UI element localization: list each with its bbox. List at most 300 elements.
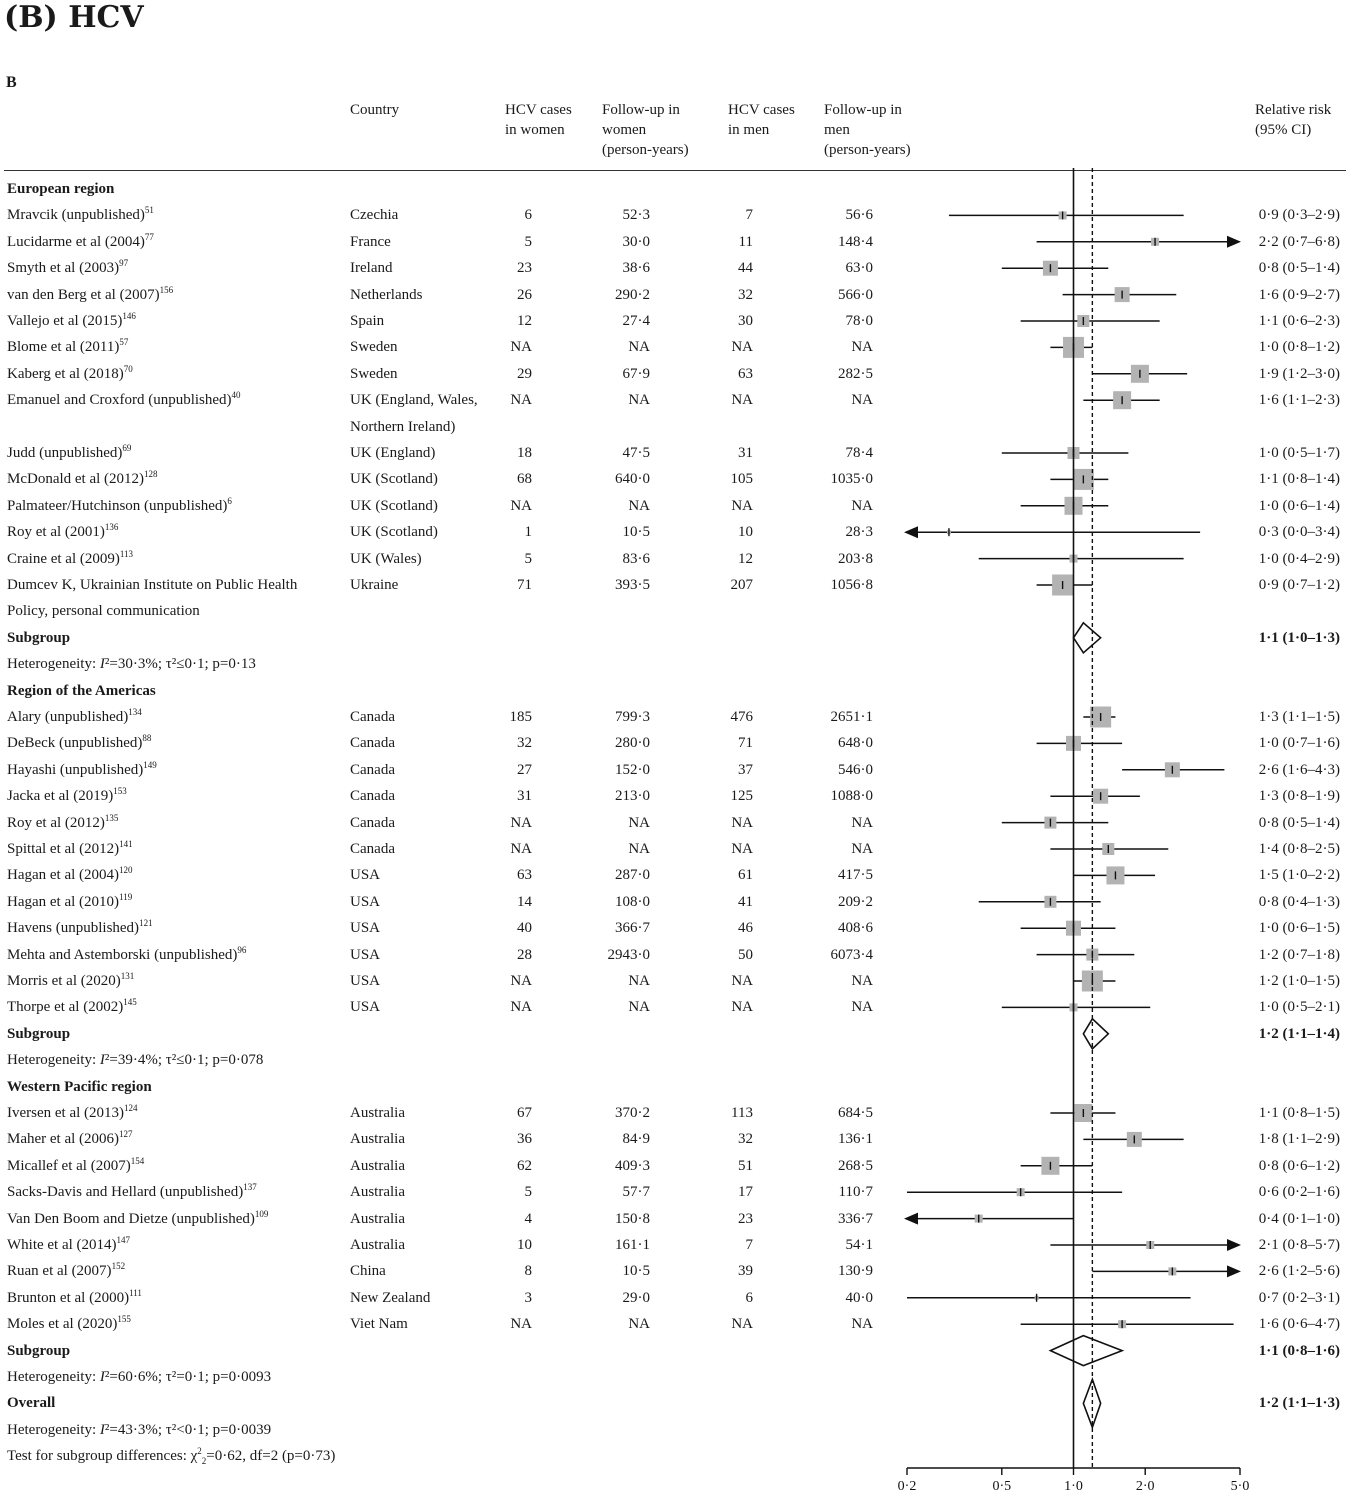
followup-women: 29·0: [622, 1289, 650, 1306]
followup-men: 130·9: [838, 1263, 873, 1280]
region-heading: Region of the Americas: [7, 682, 156, 699]
followup-women: 30·0: [622, 233, 650, 250]
hcv-cases-men: 23: [738, 1210, 753, 1227]
followup-women: NA: [628, 392, 650, 409]
hcv-cases-women: 26: [517, 286, 532, 303]
hcv-cases-men: 46: [738, 920, 753, 937]
citation-ref: 97: [119, 258, 129, 269]
followup-women: 393·5: [615, 577, 650, 593]
followup-women: 366·7: [615, 920, 650, 937]
followup-women: 150·8: [615, 1210, 650, 1227]
relative-risk-ci: 0·3 (0·0–3·4): [1258, 524, 1340, 541]
hcv-cases-men: 207: [730, 577, 753, 593]
citation-ref: 70: [123, 363, 133, 374]
relative-risk-ci: 1·0 (0·4–2·9): [1258, 550, 1340, 567]
x-tick-label: 0·2: [897, 1479, 917, 1494]
column-header-hcv-men: HCV cases in men: [728, 102, 795, 138]
hcv-cases-men: NA: [731, 999, 753, 1016]
citation-ref: 57: [119, 337, 129, 348]
study-name: Moles et al $(2020)^{155}$: [7, 1314, 131, 1333]
followup-women: 161·1: [615, 1237, 650, 1253]
hcv-cases-men: 37: [738, 761, 753, 778]
followup-women: 38·6: [622, 260, 650, 277]
study-name: Morris et al $(2020)^{131}$: [7, 971, 135, 989]
citation-ref: 88: [142, 733, 152, 744]
relative-risk-ci: 2·2 (0·7–6·8): [1258, 233, 1340, 250]
followup-men: NA: [851, 1316, 873, 1333]
study-name: Lucidarme et al $(2004)^{77}$: [7, 231, 154, 250]
followup-women: 213·0: [615, 788, 650, 805]
study-name-cont: Policy, personal communication: [7, 603, 200, 620]
relative-risk-ci: 2·6 (1·6–4·3): [1258, 761, 1340, 778]
hcv-cases-women: 185: [509, 709, 532, 725]
study-country: New Zealand: [350, 1289, 431, 1306]
x-tick-label: 1·0: [1064, 1479, 1083, 1494]
study-name: Roy et al $(2001)^{136}$: [7, 522, 119, 541]
study-country: USA: [350, 946, 381, 963]
hcv-cases-men: 61: [738, 867, 753, 884]
study-name: Hagan et al $(2004)^{120}$: [7, 865, 133, 884]
figure-title: (B) HCV: [4, 0, 144, 35]
followup-men: 648·0: [838, 735, 873, 752]
relative-risk-ci: 1·6 (1·1–2·3): [1258, 392, 1340, 409]
hcv-cases-men: NA: [731, 814, 753, 831]
ci-arrow-left: [904, 1213, 918, 1225]
study-country: Netherlands: [350, 286, 423, 303]
hcv-cases-women: 29: [517, 365, 532, 382]
column-header-hcv-women: HCV cases in women: [505, 102, 572, 138]
study-name: Palmateer/Hutchinson (unpublished)$^6$: [7, 495, 232, 514]
hcv-cases-men: 6: [745, 1289, 753, 1306]
relative-risk-ci: 0·6 (0·2–1·6): [1258, 1184, 1340, 1201]
followup-men: 78·4: [845, 445, 873, 461]
hcv-cases-men: NA: [731, 497, 753, 514]
followup-men: 408·6: [838, 920, 873, 937]
column-header-relative-risk: Relative risk (95% CI): [1255, 102, 1332, 138]
x-tick-label: 5·0: [1230, 1479, 1250, 1494]
hcv-cases-men: 63: [738, 365, 753, 382]
hcv-cases-women: NA: [510, 999, 532, 1016]
relative-risk-ci: 1·3 (0·8–1·9): [1258, 788, 1340, 805]
relative-risk-ci: 0·8 (0·5–1·4): [1258, 260, 1340, 277]
relative-risk-ci: 1·9 (1·2–3·0): [1258, 365, 1340, 382]
study-name: White et al $(2014)^{147}$: [7, 1235, 131, 1253]
subgroup-relative-risk: 1·1 (1·0–1·3): [1258, 629, 1340, 646]
hcv-cases-women: NA: [510, 973, 532, 989]
followup-women: 640·0: [615, 471, 650, 488]
citation-ref: 131: [120, 971, 135, 981]
relative-risk-ci: 0·8 (0·6–1·2): [1258, 1157, 1340, 1174]
citation-ref: 120: [119, 865, 133, 876]
citation-ref: 121: [139, 918, 153, 929]
subgroup-diamond: [1074, 623, 1101, 653]
study-country: Canada: [350, 788, 395, 805]
study-name: Roy et al $(2012)^{135}$: [7, 812, 119, 831]
followup-men: NA: [851, 392, 873, 409]
study-country: Canada: [350, 735, 395, 752]
study-country: Canada: [350, 709, 395, 725]
study-name: Iversen et al $(2013)^{124}$: [7, 1103, 138, 1121]
followup-women: 47·5: [622, 445, 650, 461]
study-name: Alary (unpublished)$^{134}$: [7, 707, 142, 725]
hcv-cases-men: 41: [738, 893, 753, 910]
followup-women: 10·5: [622, 524, 650, 541]
followup-women: NA: [628, 1316, 650, 1333]
x-tick-label: 2·0: [1135, 1479, 1155, 1494]
followup-women: 290·2: [615, 286, 650, 303]
hcv-cases-women: 68: [517, 471, 532, 488]
followup-women: 10·5: [622, 1263, 650, 1280]
relative-risk-ci: 1·0 (0·7–1·6): [1258, 735, 1340, 752]
citation-ref: 147: [116, 1235, 131, 1245]
hcv-cases-men: NA: [731, 392, 753, 409]
citation-ref: 137: [243, 1182, 257, 1193]
hcv-cases-men: 7: [745, 207, 753, 224]
hcv-cases-women: 71: [517, 577, 532, 593]
study-country: Spain: [350, 313, 385, 329]
study-country: USA: [350, 867, 381, 884]
followup-men: 417·5: [838, 867, 873, 884]
followup-men: 546·0: [838, 761, 873, 778]
citation-ref: 154: [130, 1155, 145, 1166]
hcv-cases-men: 10: [738, 524, 753, 541]
heterogeneity-stats: Heterogeneity: I²=43·3%; τ²<0·1; p=0·0039: [7, 1421, 272, 1438]
study-name: Ruan et al $(2007)^{152}$: [7, 1261, 126, 1280]
study-country: Canada: [350, 761, 395, 778]
followup-women: NA: [628, 497, 650, 514]
citation-ref: 111: [129, 1287, 142, 1298]
followup-men: 1035·0: [830, 471, 873, 488]
followup-women: 83·6: [622, 550, 650, 567]
hcv-cases-women: 62: [517, 1157, 532, 1174]
citation-ref: 77: [144, 231, 154, 242]
followup-women: NA: [628, 339, 650, 356]
citation-ref: 40: [231, 390, 241, 401]
study-country: UK (Wales): [350, 550, 422, 567]
hcv-cases-men: 51: [738, 1157, 753, 1174]
ci-arrow-left: [904, 526, 918, 538]
column-header-followup-women: Follow-up in women (person-years): [602, 102, 689, 158]
study-name: Kaberg et al $(2018)^{70}$: [7, 363, 133, 382]
study-country: Sweden: [350, 339, 398, 356]
hcv-cases-men: 32: [738, 1131, 753, 1148]
hcv-cases-men: 50: [738, 946, 753, 963]
region-heading: European region: [7, 181, 115, 197]
followup-men: NA: [851, 973, 873, 989]
hcv-cases-women: 3: [524, 1289, 532, 1306]
study-country: France: [350, 233, 391, 250]
followup-women: 152·0: [615, 761, 650, 778]
heterogeneity-stats: Heterogeneity: I²=30·3%; τ²≤0·1; p=0·13: [7, 656, 256, 673]
hcv-cases-men: 32: [738, 286, 753, 303]
hcv-cases-men: 17: [738, 1184, 753, 1201]
citation-ref: 109: [254, 1208, 269, 1219]
hcv-cases-women: 5: [524, 550, 532, 567]
column-header-followup-men: Follow-up in men (person-years): [824, 102, 911, 158]
study-country: UK (Scotland): [350, 471, 438, 488]
study-name: Havens (unpublished)$^{121}$: [7, 918, 153, 937]
relative-risk-ci: 1·2 (0·7–1·8): [1258, 946, 1340, 963]
study-country: UK (Scotland): [350, 497, 438, 514]
study-name: Vallejo et al $(2015)^{146}$: [7, 311, 136, 329]
relative-risk-ci: 1·0 (0·6–1·5): [1258, 920, 1340, 937]
hcv-cases-men: 476: [730, 709, 753, 725]
ci-arrow-right: [1227, 1265, 1241, 1277]
hcv-cases-men: 71: [738, 735, 753, 752]
study-name: Blome et al $(2011)^{57}$: [7, 337, 129, 356]
followup-women: 370·2: [615, 1105, 650, 1121]
hcv-cases-women: NA: [510, 841, 532, 857]
hcv-cases-men: 113: [731, 1105, 753, 1121]
hcv-cases-men: NA: [731, 973, 753, 989]
followup-men: NA: [851, 814, 873, 831]
followup-women: NA: [628, 973, 650, 989]
citation-ref: 145: [123, 997, 137, 1008]
study-country: Australia: [350, 1131, 405, 1148]
study-country: UK (England, Wales,: [350, 392, 478, 409]
study-country: USA: [350, 973, 381, 989]
study-country: Australia: [350, 1210, 405, 1227]
subgroup-test: Test for subgroup differences: $\chi^2_2=0\cdot 62$, df=2 (p=0·73): [7, 1446, 336, 1467]
relative-risk-ci: 1·6 (0·9–2·7): [1258, 286, 1340, 303]
followup-women: 67·9: [622, 365, 650, 382]
followup-women: NA: [628, 814, 650, 831]
hcv-cases-men: 30: [738, 313, 753, 329]
study-country: Australia: [350, 1157, 405, 1174]
followup-women: 84·9: [622, 1131, 650, 1148]
study-country: Canada: [350, 841, 395, 857]
relative-risk-ci: 1·1 (0·6–2·3): [1258, 313, 1340, 329]
column-header-country: Country: [350, 102, 400, 118]
study-country: Canada: [350, 814, 395, 831]
citation-ref: 113: [119, 548, 134, 559]
study-country: UK (Scotland): [350, 524, 438, 541]
hcv-cases-women: NA: [510, 339, 532, 356]
relative-risk-ci: 1·2 (1·0–1·5): [1258, 973, 1340, 989]
study-country: USA: [350, 920, 381, 937]
citation-ref: 152: [111, 1261, 126, 1272]
study-name: Dumcev K, Ukrainian Institute on Public Health: [7, 577, 298, 593]
study-name: Craine et al $(2009)^{113}$: [7, 548, 134, 567]
hcv-cases-men: 105: [730, 471, 753, 488]
followup-women: 27·4: [622, 313, 650, 329]
study-name: Spittal et al $(2012)^{141}$: [7, 839, 133, 857]
followup-men: NA: [851, 339, 873, 356]
study-name: Hagan et al $(2010)^{119}$: [7, 891, 133, 910]
citation-ref: 6: [227, 495, 232, 506]
followup-men: 148·4: [838, 233, 873, 250]
followup-women: 799·3: [615, 709, 650, 725]
citation-ref: 156: [159, 284, 174, 295]
followup-men: NA: [851, 999, 873, 1016]
relative-risk-ci: 1·1 (0·8–1·5): [1258, 1105, 1340, 1121]
region-heading: Western Pacific region: [7, 1078, 152, 1095]
study-country: Australia: [350, 1237, 405, 1253]
study-country: Australia: [350, 1184, 405, 1201]
study-country-cont: Northern Ireland): [350, 418, 456, 435]
hcv-cases-women: 63: [517, 867, 532, 884]
hcv-cases-women: 28: [517, 946, 532, 963]
citation-ref: 141: [119, 839, 133, 849]
followup-men: 56·6: [845, 207, 873, 224]
citation-ref: 51: [144, 205, 154, 216]
subgroup-label: Subgroup: [7, 1342, 71, 1359]
relative-risk-ci: 1·0 (0·6–1·4): [1258, 497, 1340, 514]
citation-ref: 128: [144, 469, 158, 480]
relative-risk-ci: 1·0 (0·5–2·1): [1258, 999, 1340, 1016]
hcv-cases-men: 44: [738, 260, 753, 277]
followup-men: 1056·8: [830, 577, 873, 593]
hcv-cases-women: 18: [517, 445, 532, 461]
subgroup-label: Subgroup: [7, 1025, 71, 1042]
subgroup-diamond: [1083, 1019, 1108, 1049]
relative-risk-ci: 0·7 (0·2–3·1): [1258, 1289, 1340, 1306]
hcv-cases-women: 1: [524, 524, 532, 541]
hcv-cases-women: 4: [524, 1210, 532, 1227]
study-name: Mravcik (unpublished)$^{51}$: [7, 205, 154, 224]
relative-risk-ci: 1·4 (0·8–2·5): [1258, 841, 1340, 857]
study-country: Czechia: [350, 207, 399, 224]
ci-arrow-right: [1227, 236, 1241, 248]
hcv-cases-women: 12: [517, 313, 532, 329]
relative-risk-ci: 0·8 (0·5–1·4): [1258, 814, 1340, 831]
heterogeneity-stats: Heterogeneity: I²=39·4%; τ²≤0·1; p=0·078: [7, 1052, 264, 1069]
followup-men: 282·5: [838, 365, 873, 382]
study-name: Brunton et al $(2000)^{111}$: [7, 1287, 142, 1306]
hcv-cases-women: 14: [517, 893, 532, 910]
hcv-cases-women: NA: [510, 497, 532, 514]
study-country: Ukraine: [350, 577, 399, 593]
hcv-cases-men: NA: [731, 1316, 753, 1333]
followup-men: NA: [851, 841, 873, 857]
followup-men: 268·5: [838, 1157, 873, 1174]
study-country: Ireland: [350, 260, 393, 277]
study-name: Judd (unpublished)$^{69}$: [7, 443, 132, 461]
study-country: Viet Nam: [350, 1316, 408, 1333]
hcv-cases-men: 11: [738, 233, 753, 250]
followup-women: 108·0: [615, 893, 650, 910]
relative-risk-ci: 1·5 (1·0–2·2): [1258, 867, 1340, 884]
followup-women: 57·7: [622, 1184, 650, 1201]
relative-risk-ci: 0·9 (0·3–2·9): [1258, 207, 1340, 224]
followup-women: 409·3: [615, 1157, 650, 1174]
followup-men: 54·1: [845, 1237, 873, 1253]
hcv-cases-women: 10: [517, 1237, 532, 1253]
followup-men: 684·5: [838, 1105, 873, 1121]
followup-men: 28·3: [845, 524, 873, 541]
hcv-cases-women: 8: [524, 1263, 532, 1280]
citation-ref: 153: [113, 786, 127, 797]
followup-women: 280·0: [615, 735, 650, 752]
followup-men: 6073·4: [830, 946, 873, 963]
followup-men: 203·8: [838, 550, 873, 567]
relative-risk-ci: 2·1 (0·8–5·7): [1258, 1237, 1340, 1253]
followup-women: 287·0: [615, 867, 650, 884]
citation-ref: 146: [122, 311, 136, 321]
study-country: USA: [350, 999, 381, 1016]
followup-men: 78·0: [845, 313, 873, 329]
citation-ref: 135: [104, 812, 119, 823]
relative-risk-ci: 0·9 (0·7–1·2): [1258, 577, 1340, 593]
relative-risk-ci: 1·0 (0·8–1·2): [1258, 339, 1340, 356]
study-name: Emanuel and Croxford (unpublished)$^{40}$: [7, 390, 241, 409]
overall-relative-risk: 1·2 (1·1–1·3): [1258, 1395, 1340, 1412]
study-name: van den Berg et al $(2007)^{156}$: [7, 284, 174, 303]
hcv-cases-men: 125: [730, 788, 753, 805]
citation-ref: 96: [237, 944, 247, 955]
followup-women: 2943·0: [607, 946, 650, 963]
hcv-cases-women: NA: [510, 392, 532, 409]
study-name: Smyth et al $(2003)^{97}$: [7, 258, 129, 277]
hcv-cases-women: 23: [517, 260, 532, 277]
hcv-cases-women: 5: [524, 1184, 532, 1201]
followup-men: 110·7: [838, 1184, 873, 1201]
study-country: Australia: [350, 1105, 405, 1121]
hcv-cases-men: 12: [738, 550, 753, 567]
study-country: USA: [350, 893, 381, 910]
hcv-cases-women: 31: [517, 788, 532, 805]
relative-risk-ci: 2·6 (1·2–5·6): [1258, 1263, 1340, 1280]
followup-men: NA: [851, 497, 873, 514]
hcv-cases-women: 32: [517, 735, 532, 752]
study-name: McDonald et al $(2012)^{128}$: [7, 469, 158, 488]
ci-arrow-right: [1227, 1239, 1241, 1251]
x-tick-label: 0·5: [992, 1479, 1012, 1494]
study-country: China: [350, 1263, 386, 1280]
relative-risk-ci: 1·0 (0·5–1·7): [1258, 445, 1340, 461]
relative-risk-ci: 1·3 (1·1–1·5): [1258, 709, 1340, 725]
followup-men: 336·7: [838, 1210, 873, 1227]
relative-risk-ci: 0·8 (0·4–1·3): [1258, 893, 1340, 910]
study-name: Micallef et al $(2007)^{154}$: [7, 1155, 145, 1174]
followup-women: NA: [628, 999, 650, 1016]
relative-risk-ci: 0·4 (0·1–1·0): [1258, 1210, 1340, 1227]
followup-men: 136·1: [838, 1131, 873, 1148]
followup-men: 209·2: [838, 893, 873, 910]
followup-women: NA: [628, 841, 650, 857]
relative-risk-ci: 1·8 (1·1–2·9): [1258, 1131, 1340, 1148]
study-name: Mehta and Astemborski (unpublished)$^{96}$: [7, 944, 247, 963]
hcv-cases-women: 5: [524, 233, 532, 250]
hcv-cases-men: 31: [738, 445, 753, 461]
relative-risk-ci: 1·6 (0·6–4·7): [1258, 1316, 1340, 1333]
followup-men: 2651·1: [830, 709, 873, 725]
study-country: Sweden: [350, 365, 398, 382]
citation-ref: 119: [119, 891, 133, 902]
relative-risk-ci: 1·1 (0·8–1·4): [1258, 471, 1340, 488]
followup-men: 1088·0: [830, 788, 873, 805]
citation-ref: 134: [128, 707, 142, 717]
followup-men: 40·0: [845, 1289, 873, 1306]
followup-women: 52·3: [622, 207, 650, 224]
hcv-cases-men: 7: [745, 1237, 753, 1253]
hcv-cases-women: NA: [510, 814, 532, 831]
study-name: Jacka et al $(2019)^{153}$: [7, 786, 127, 805]
study-name: Hayashi (unpublished)$^{149}$: [7, 759, 157, 778]
hcv-cases-women: NA: [510, 1316, 532, 1333]
followup-men: 63·0: [845, 260, 873, 277]
hcv-cases-women: 27: [517, 761, 532, 778]
citation-ref: 155: [117, 1314, 131, 1325]
study-name: Maher et al $(2006)^{127}$: [7, 1129, 133, 1148]
citation-ref: 149: [143, 759, 157, 770]
citation-ref: 69: [122, 443, 132, 453]
study-name: Sacks-Davis and Hellard (unpublished)$^{137}$: [7, 1182, 257, 1201]
hcv-cases-men: 39: [738, 1263, 753, 1280]
subgroup-label: Subgroup: [7, 629, 71, 646]
study-name: DeBeck (unpublished)$^{88}$: [7, 733, 152, 752]
hcv-cases-women: 67: [517, 1105, 532, 1121]
